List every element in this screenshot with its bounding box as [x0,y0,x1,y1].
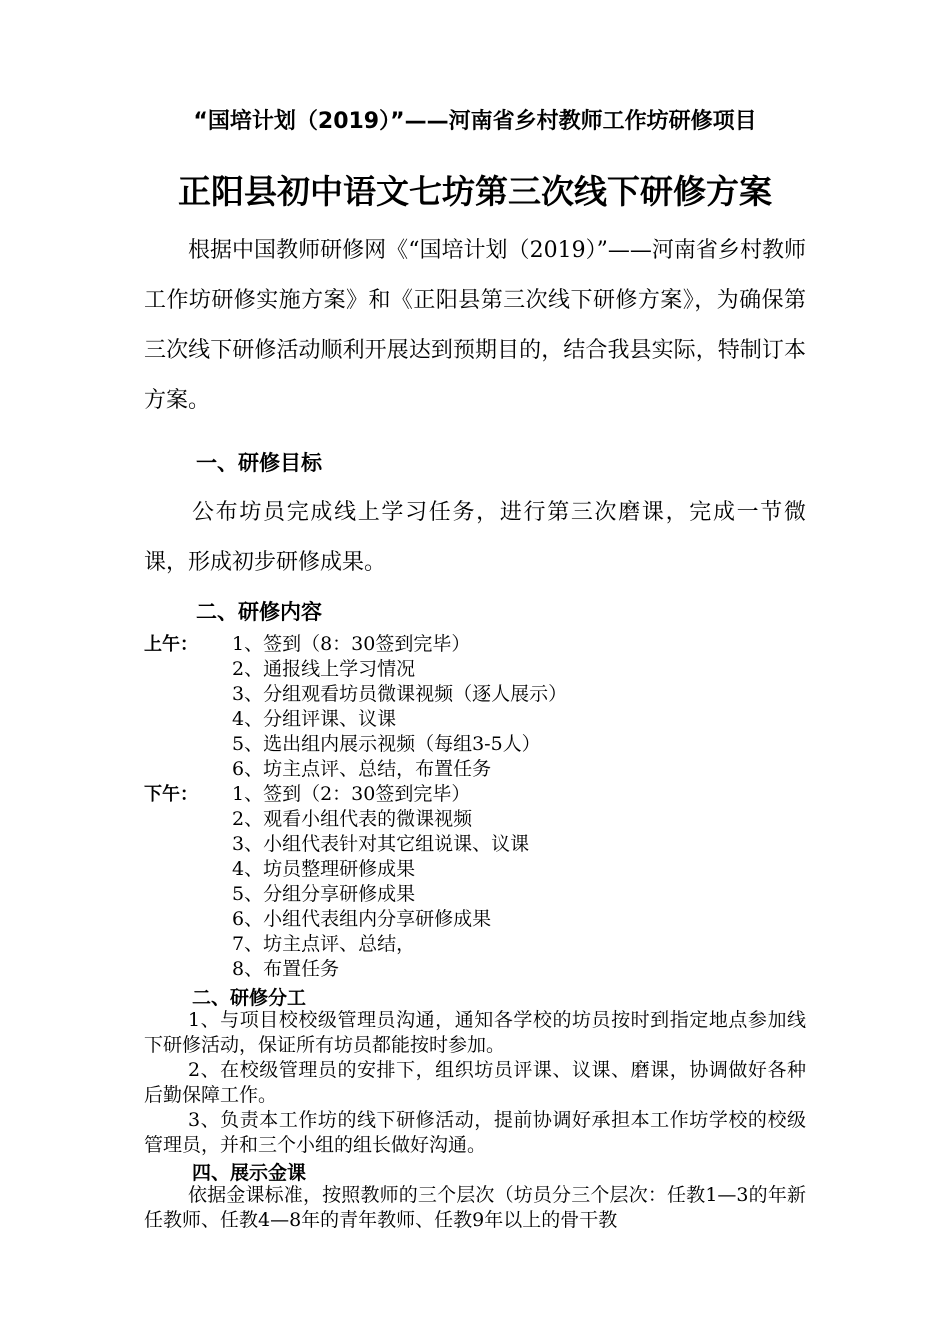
schedule-item: 4、分组评课、议课 [232,708,397,730]
schedule-item: 5、分组分享研修成果 [232,883,416,905]
schedule-row [144,682,806,707]
schedule-item: 3、分组观看坊员微课视频（逐人展示） [232,683,568,705]
schedule-item: 8、布置任务 [232,958,340,980]
schedule-row [144,657,806,682]
schedule-row [144,932,806,957]
afternoon-label: 下午： [144,784,198,805]
section-heading-content: 二、研修内容 [196,600,322,624]
schedule-item: 2、观看小组代表的微课视频 [232,808,473,830]
division-item: 1、与项目校校级管理员沟通，通知各学校的坊员按时到指定地点参加线下研修活动，保证所有坊员都能按时参加。 [144,1009,806,1056]
schedule-row [144,732,806,757]
morning-label: 上午： [144,634,198,655]
schedule-row [144,632,806,657]
schedule [144,632,806,982]
schedule-row [144,882,806,907]
section-heading-goals: 一、研修目标 [196,451,322,475]
document-title: 正阳县初中语文七坊第三次线下研修方案 [178,172,772,211]
document-subtitle: “国培计划（2019）”——河南省乡村教师工作坊研修项目 [193,109,757,134]
schedule-item: 6、小组代表组内分享研修成果 [232,908,492,930]
goals-paragraph: 公布坊员完成线上学习任务，进行第三次磨课，完成一节微课，形成初步研修成果。 [144,500,806,575]
schedule-item: 5、选出组内展示视频（每组3-5人） [232,733,541,755]
schedule-item: 4、坊员整理研修成果 [232,858,416,880]
schedule-item: 7、坊主点评、总结， [232,933,416,955]
schedule-item: 1、签到（8：30签到完毕） [232,633,471,655]
division-item: 2、在校级管理员的安排下，组织坊员评课、议课、磨课，协调做好各种后勤保障工作。 [144,1059,806,1106]
schedule-row [144,807,806,832]
schedule-item: 2、通报线上学习情况 [232,658,416,680]
schedule-row [144,707,806,732]
intro-paragraph: 根据中国教师研修网《“国培计划（2019）”——河南省乡村教师工作坊研修实施方案》和《正阳县第三次线下研修方案》，为确保第三次线下研修活动顺利开展达到预期目的，结合我县实际，特制订本方案。 [144,238,806,413]
showcase-paragraph: 依据金课标准，按照教师的三个层次（坊员分三个层次：任教1—3的年新任教师、任教4—8年的青年教师、任教9年以上的骨干教 [144,1184,806,1231]
schedule-row [144,782,806,807]
schedule-item: 1、签到（2：30签到完毕） [232,783,471,805]
division-item: 3、负责本工作坊的线下研修活动，提前协调好承担本工作坊学校的校级管理员，并和三个小组的组长做好沟通。 [144,1109,806,1156]
section-heading-showcase: 四、展示金课 [192,1162,307,1184]
schedule-item: 6、坊主点评、总结，布置任务 [232,758,492,780]
schedule-row [144,757,806,782]
schedule-row [144,857,806,882]
schedule-row [144,957,806,982]
section-heading-division: 二、研修分工 [192,987,307,1009]
schedule-item: 3、小组代表针对其它组说课、议课 [232,833,530,855]
schedule-row [144,832,806,857]
schedule-row [144,907,806,932]
